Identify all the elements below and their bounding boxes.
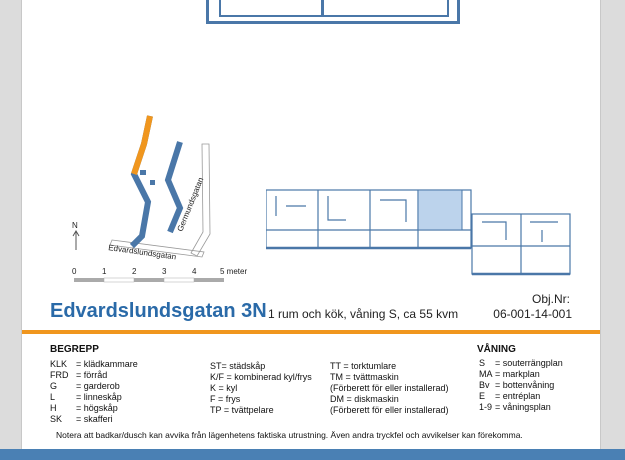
begrepp-heading: BEGREPP	[50, 344, 99, 355]
legend-row: 1-9 = våningsplan	[479, 402, 551, 412]
legend-row: SK = skafferi	[50, 414, 113, 424]
legend-row: K/F = kombinerad kyl/frys	[210, 372, 312, 382]
legend-row: K = kyl	[210, 383, 238, 393]
legend-row: Bv = bottenvåning	[479, 380, 555, 390]
legend-row: G = garderob	[50, 381, 120, 391]
small-building-2	[150, 180, 155, 185]
north-arrow-icon	[73, 231, 79, 250]
floor-overview-plan	[266, 186, 576, 278]
object-number: 06-001-14-001	[493, 307, 572, 321]
legend-row: L = linneskåp	[50, 392, 122, 402]
object-number-label: Obj.Nr:	[531, 292, 570, 306]
legend-row: KLK = klädkammare	[50, 359, 138, 369]
legend-row: F = frys	[210, 394, 241, 404]
legend-row: FRD = förråd	[50, 370, 108, 380]
legend-row: TT = torktumlare	[330, 361, 397, 371]
legend-row: (Förberett för eller installerad)	[330, 383, 449, 393]
street-label-germundsgatan: Germundsgatan	[175, 176, 206, 233]
legend-row: MA = markplan	[479, 369, 540, 379]
upper-floorplan-fragment	[206, 0, 460, 24]
legend-row: TM = tvättmaskin	[330, 372, 399, 382]
floorplan-sheet	[22, 0, 600, 460]
scale-bar	[72, 267, 247, 282]
building-east	[168, 142, 180, 232]
legend-column-4	[479, 358, 563, 413]
small-building	[140, 170, 146, 175]
north-label: N	[72, 221, 78, 230]
vaning-heading: VÅNING	[477, 344, 516, 355]
selected-apartment	[418, 190, 462, 230]
disclaimer-note: Notera att badkar/dusch kan avvika från lägenhetens faktiska utrustning. Även andra tryckfel och avvikelser kan förekomma.	[56, 430, 523, 440]
scale-label: 2	[132, 267, 137, 276]
scale-label: 4	[192, 267, 197, 276]
legend-column-3	[330, 361, 449, 416]
building-highlighted	[134, 116, 150, 174]
address-title: Edvardslundsgatan 3N	[50, 300, 267, 322]
legend-column-1	[50, 359, 138, 425]
site-map	[52, 104, 252, 284]
scale-label: 1	[102, 267, 107, 276]
scale-label: 0	[72, 267, 77, 276]
legend-row: ST= städskåp	[210, 361, 266, 371]
legend-row: E = entréplan	[479, 391, 541, 401]
scale-label: 5 meter	[220, 267, 248, 276]
legend-row: (Förberett för eller installerad)	[330, 405, 449, 415]
orange-divider	[22, 330, 600, 334]
legend-column-2	[210, 361, 312, 416]
scale-label: 3	[162, 267, 167, 276]
legend-row: S = souterrängplan	[479, 358, 563, 368]
apartment-description: 1 rum och kök, våning S, ca 55 kvm	[268, 307, 459, 321]
footer-bar	[0, 449, 625, 460]
legend-row: H = högskåp	[50, 403, 118, 413]
legend-row: DM = diskmaskin	[330, 394, 399, 404]
legend-row: TP = tvättpelare	[210, 405, 274, 415]
street-label-edvardslundsgatan: Edvardslundsgatan	[107, 243, 177, 262]
